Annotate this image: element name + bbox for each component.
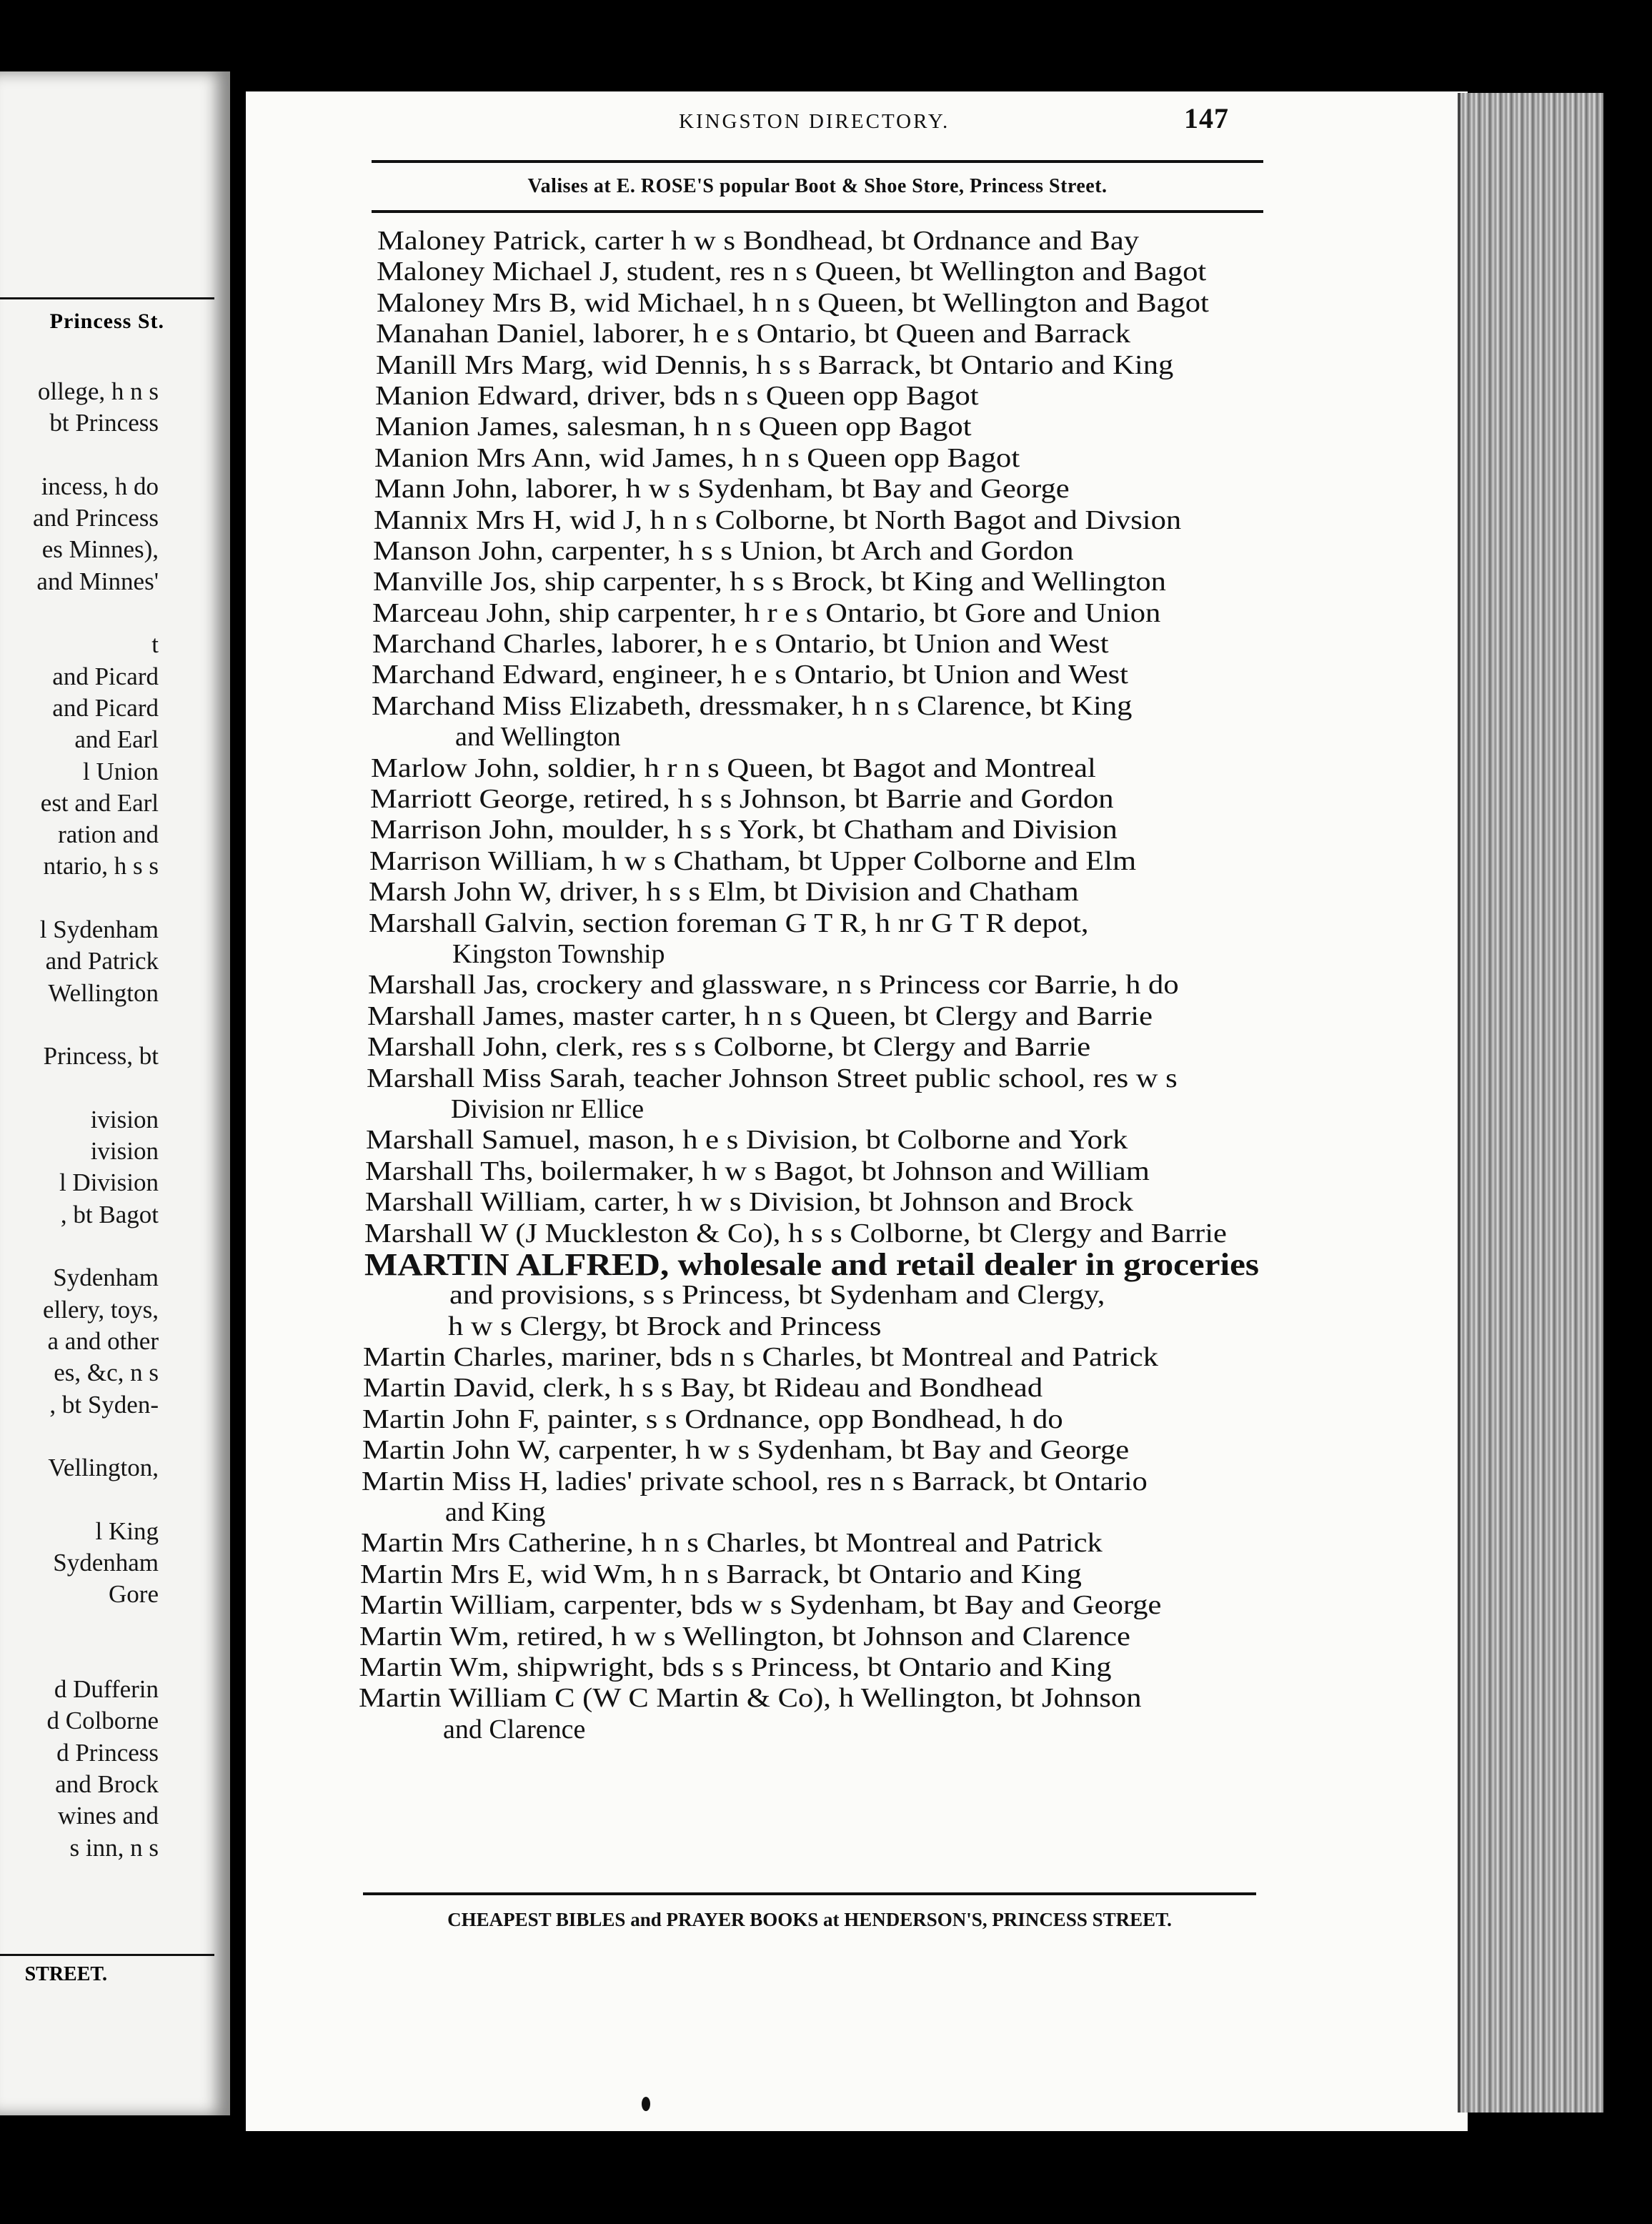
page-title: KINGSTON DIRECTORY. [679,110,950,133]
left-page-line: ration and [58,820,159,849]
entry-text: Manion Mrs Ann, wid James, h n s Queen opp Bagot [374,442,1020,473]
left-page-header: Princess St. [0,297,214,334]
left-page-line: a and other [47,1326,159,1355]
directory-entry [0,1683,1652,1714]
directory-entry [0,350,1652,381]
entry-text: Marshall James, master carter, h n s Queen, bt Clergy and Barrie [367,1001,1153,1031]
directory-entry [0,319,1652,349]
left-page-line: and Princess [33,504,159,532]
left-page-line: d Colborne [46,1707,159,1735]
left-page-line: and Minnes' [36,567,159,595]
entry-text: Marshall Miss Sarah, teacher Johnson Street public school, res w s [367,1063,1178,1093]
entry-text: Martin John W, carpenter, h w s Sydenham, bt Bay and George [362,1435,1130,1466]
directory-entry [0,722,1652,753]
entry-text: Marshall Ths, boilermaker, h w s Bagot, bt Johnson and William [365,1156,1150,1186]
left-page-line: s inn, n s [69,1833,159,1862]
entry-text: Manahan Daniel, laborer, h e s Ontario, bt Queen and Barrack [376,319,1130,349]
directory-entry [0,784,1652,815]
entry-text: Marlow John, soldier, h r n s Queen, bt Bagot and Montreal [371,753,1096,783]
left-page-line: ellery, toys, [43,1295,159,1324]
directory-entry [0,1032,1652,1063]
entry-text: Division nr Ellice [451,1093,645,1124]
directory-entry [0,1342,1652,1373]
directory-entry [0,877,1652,908]
left-page-line: and Patrick [45,947,159,976]
directory-entry [0,1652,1652,1683]
left-page-line: Sydenham [53,1264,159,1292]
directory-entry [0,1373,1652,1404]
directory-entry [0,939,1652,970]
left-page-line: Vellington, [48,1454,159,1482]
entry-text: Manson John, carpenter, h s s Union, bt Arch and Gordon [373,535,1074,566]
directory-entry [0,1559,1652,1590]
directory-entry [0,1063,1652,1094]
directory-entry [0,1218,1652,1249]
left-page-line: and Brock [55,1770,159,1799]
entry-text: Martin John F, painter, s s Ordnance, opp Bondhead, h do [362,1404,1063,1434]
directory-entry [0,691,1652,722]
entry-text: Martin Mrs E, wid Wm, h n s Barrack, bt Ontario and King [360,1559,1082,1589]
left-page-line: l Division [59,1168,159,1197]
left-page-line: and Picard [52,662,159,690]
directory-entry [0,908,1652,939]
entry-text: Martin William C (W C Martin & Co), h Wellington, bt Johnson [359,1683,1142,1714]
directory-entry [0,1714,1652,1745]
left-page-line: and Picard [52,693,159,722]
left-page-line: l King [95,1516,159,1545]
entry-text: Marsh John W, driver, h s s Elm, bt Division and Chatham [369,877,1079,908]
entry-text: Marchand Charles, laborer, h e s Ontario, bt Union and West [372,629,1109,660]
directory-entry [0,1528,1652,1559]
entry-text: Marshall Galvin, section foreman G T R, h nr G T R depot, [369,908,1089,938]
entry-text: Maloney Michael J, student, res n s Queen, bt Wellington and Bagot [377,257,1207,287]
entry-text: Marriott George, retired, h s s Johnson, bt Barrie and Gordon [370,784,1114,815]
entry-text: Manion Edward, driver, bds n s Queen opp Bagot [375,380,979,411]
directory-entry [0,846,1652,877]
entry-text: Kingston Township [452,938,665,969]
directory-entry [0,536,1652,567]
directory-entry [0,257,1652,287]
entry-text: Manville Jos, ship carpenter, h s s Brock, bt King and Wellington [373,567,1166,597]
entry-text: h w s Clergy, bt Brock and Princess [448,1311,882,1341]
entry-text: Marshall John, clerk, res s s Colborne, bt Clergy and Barrie [367,1032,1091,1063]
entry-text: Mannix Mrs H, wid J, h n s Colborne, bt North Bagot and Divsion [374,505,1182,535]
directory-entry [0,1622,1652,1652]
entry-text: Marshall William, carter, h w s Division, bt Johnson and Brock [365,1187,1134,1218]
directory-entry [0,412,1652,442]
left-page-line: ivision [90,1105,159,1133]
directory-entry [0,1404,1652,1435]
bottom-advertisement: CHEAPEST BIBLES and PRAYER BOOKS at HENDERSON'S, PRINCESS STREET. [363,1892,1256,1938]
left-page-line: d Princess [56,1738,159,1767]
directory-entry [0,629,1652,660]
directory-entry [0,567,1652,597]
directory-entry [0,815,1652,845]
entry-text: Marchand Edward, engineer, h e s Ontario, bt Union and West [372,660,1128,690]
left-page-line: d Dufferin [54,1675,159,1704]
ink-spot [642,2097,650,2111]
left-page-line: bt Princess [49,409,159,437]
directory-entries [0,226,1652,1745]
top-advertisement: Valises at E. ROSE'S popular Boot & Shoe Store, Princess Street. [372,160,1263,213]
left-page-line: es Minnes), [41,535,159,564]
entry-text: Maloney Patrick, carter h w s Bondhead, bt Ordnance and Bay [377,226,1140,256]
directory-entry [0,1001,1652,1032]
directory-entry [0,1466,1652,1497]
left-page-footer: STREET. [0,1954,214,1986]
directory-entry [0,598,1652,629]
directory-entry [0,1311,1652,1342]
entry-text: Marshall Samuel, mason, h e s Division, bt Colborne and York [366,1125,1128,1156]
entry-text: Maloney Mrs B, wid Michael, h n s Queen, bt Wellington and Bagot [377,287,1209,318]
directory-entry [0,1590,1652,1621]
entry-text: Martin William, carpenter, bds w s Sydenham, bt Bay and George [360,1590,1162,1621]
directory-entry [0,381,1652,412]
left-page-line: l Union [83,757,159,785]
entry-text: Marrison William, h w s Chatham, bt Upper Colborne and Elm [369,845,1137,876]
entry-text: Martin Miss H, ladies' private school, res n s Barrack, bt Ontario [362,1466,1148,1496]
directory-entry [0,1187,1652,1218]
left-page-line: ollege, h n s [37,377,159,405]
left-page-line: Princess, bt [43,1042,159,1071]
directory-entry [0,1280,1652,1311]
entry-text: Martin Wm, shipwright, bds s s Princess, bt Ontario and King [359,1652,1112,1682]
left-page-line: t [151,630,159,659]
left-page-line: Wellington [48,978,159,1007]
entry-text: Manion James, salesman, h n s Queen opp Bagot [375,412,972,442]
entry-text: Martin Wm, retired, h w s Wellington, bt Johnson and Clarence [359,1621,1130,1652]
directory-entry [0,1125,1652,1156]
left-page-line: , bt Syden- [49,1390,159,1419]
directory-entry [0,288,1652,319]
directory-entry [0,1156,1652,1187]
entry-text: Marshall W (J Muckleston & Co), h s s Colborne, bt Clergy and Barrie [364,1218,1227,1248]
left-page-line: ntario, h s s [43,852,159,880]
entry-text: Marrison John, moulder, h s s York, bt Chatham and Division [370,815,1118,845]
running-head [436,102,1229,139]
left-page-line: ivision [90,1137,159,1166]
left-page-line: incess, h do [41,472,159,500]
entry-text: Martin Charles, mariner, bds n s Charles, bt Montreal and Patrick [363,1342,1158,1373]
left-page-line: l Sydenham [39,915,159,944]
directory-entry [0,970,1652,1001]
directory-entry-featured [0,1246,1652,1282]
left-page-line: and Earl [74,725,159,754]
entry-text: MARTIN ALFRED, wholesale and retail dealer in groceries [364,1246,1259,1282]
entry-text: and provisions, s s Princess, bt Sydenham and Clergy, [449,1280,1105,1311]
directory-entry [0,660,1652,690]
left-page-line: wines and [58,1802,159,1830]
directory-entry [0,505,1652,536]
entry-text: Martin David, clerk, h s s Bay, bt Rideau and Bondhead [363,1373,1043,1404]
entry-text: Marceau John, ship carpenter, h r e s Ontario, bt Gore and Union [372,597,1161,628]
directory-entry [0,1435,1652,1466]
entry-text: Manill Mrs Marg, wid Dennis, h s s Barrack, bt Ontario and King [376,349,1174,380]
entry-text: and Wellington [455,722,621,753]
entry-text: Marchand Miss Elizabeth, dressmaker, h n s Clarence, bt King [372,690,1133,721]
directory-entry [0,474,1652,505]
left-page-line: es, &c, n s [54,1359,159,1387]
entry-text: and King [445,1497,546,1528]
entry-text: and Clarence [443,1714,586,1744]
entry-text: Martin Mrs Catherine, h n s Charles, bt Montreal and Patrick [361,1528,1103,1559]
entry-text: Mann John, laborer, h w s Sydenham, bt Bay and George [374,474,1070,505]
directory-entry [0,1497,1652,1528]
left-page-line: Sydenham [53,1548,159,1577]
directory-entry [0,443,1652,474]
left-page-line: est and Earl [40,788,159,817]
page-number: 147 [1184,102,1229,134]
left-page-line: , bt Bagot [60,1200,159,1228]
entry-text: Marshall Jas, crockery and glassware, n s Princess cor Barrie, h do [368,970,1179,1001]
directory-entry [0,753,1652,784]
left-page-line: Gore [109,1580,159,1609]
directory-entry [0,1094,1652,1125]
directory-entry [0,226,1652,257]
